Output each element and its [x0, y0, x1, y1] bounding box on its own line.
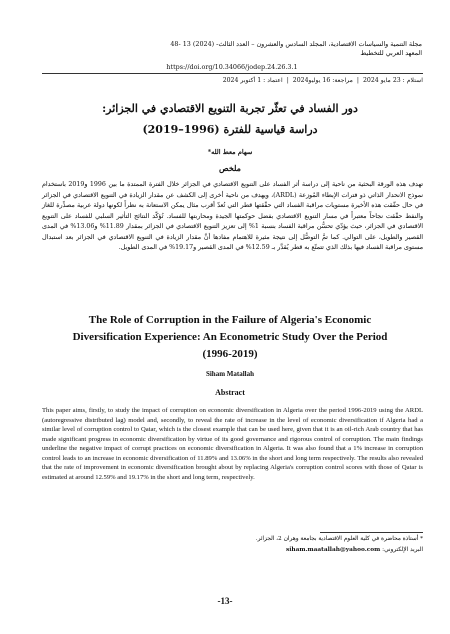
- email-label: البريد الإلكتروني:: [382, 547, 423, 553]
- author-affiliation-footnote: * أستاذة محاضرة في كلية العلوم الاقتصادية بجامعة وهران 2، الجزائر.: [255, 536, 423, 542]
- arabic-abstract: تهدف هذه الورقة البحثية من ناحية إلى دراسة أثر الفساد على التنويع الاقتصادي في الجزائر خلال الفترة الممتدة ما بين 1996 و2019 باستخدام نموذج الانحدار الذاتي ذو فترات الإبطاء المُوزعة (ARDL)، ويهدف من ناحية أخرى إلى الكشف عن مقدار الزيادة في التنويع الاقتصادي في الجزائر في حال حقّقت هذه الأخيرة مستويات مراقبة الفساد التي حقّقتها قطر التي تُعدّ أقرب مثال يمكن الاستعانة به نظراً لكونها دولة عربية مصدِّرة للغاز والنفط حقّقت نجاحاً معتبراً في مسار التنويع الاقتصادي بفضل حوكمتها الجيدة ومحاربتها للفساد. تُؤكّد النتائج التأثير السلبي للفساد على التنويع الاقتصادي في الجزائر، حيث يؤدّي تحسُّن مراقبة الفساد بنسبة 1% إلى تعزيز التنويع الاقتصادي في الجزائر بمقدار 11.89% و13.06% في المدى القصير والطويل، على التوالي. كما تمَّ التوصُّل إلى نتيجة مثيرة للاهتمام مفادها أنَّ مقدار الزيادة في التنويع الاقتصادي في الجزائر بعد استبدال مستوى مراقبة الفساد فيها بذلك الذي تتمتّع به قطر يُقدَّر بـ 12.59% في المدى القصير و19.17% في المدى الطويل.: [42, 181, 423, 251]
- arabic-author: سهام معط الله*: [207, 148, 253, 156]
- arabic-title-line-1: دور الفساد في تعثّر تجربة التنويع الاقتصادي في الجزائر:: [102, 102, 358, 115]
- email-footnote: [42, 546, 423, 555]
- submission-dates: [42, 76, 423, 85]
- footnote-divider: [320, 532, 423, 533]
- english-title: The Role of Corruption in the Failure of Algeria's Economic Diversification Experience: An Econometric Study Over the Period (1996-2019): [72, 314, 388, 360]
- accepted-date: اعتماد : 1 أكتوبر 2024: [222, 77, 283, 84]
- author-email[interactable]: siham.maatallah@yahoo.com: [285, 547, 381, 553]
- english-abstract-heading: Abstract: [215, 388, 245, 397]
- received-date: استلام : 23 مايو 2024: [363, 77, 423, 84]
- separator: |: [356, 77, 359, 84]
- revised-date: مراجعة: 16 يوليو2024: [292, 77, 353, 84]
- journal-citation-line: مجلة التنمية والسياسات الاقتصادية، المجلد السادس والعشرون – العدد الثالث- (2024) 13 -48: [170, 40, 422, 48]
- page-number: -13-: [217, 596, 233, 606]
- english-abstract: This paper aims, firstly, to study the impact of corruption on economic diversification in Algeria over the period 1996-2019 using the ARDL (autoregressive distributed lag) model and, secondly, to reveal the rate of increase in the level of economic diversification if Algeria had a similar level of corruption control to Qatar, which is the closest example that can be used here, given that it is an oil-rich Arab country that has made significant progress in economic diversification by virtue of its good governance and rigorous control of corruption. The main findings underline the negative impact of corrupt practices on economic diversification in Algeria. It was also found that a 1% increase in corruption control leads to an increase in economic diversification of 11.89% and 13.06% in the short and long term respectively. The results also revealed that the rate of improvement in economic diversification brought about by replacing Algeria's corruption control scores with those of Qatar is estimated at around 12.59% and 19.17% in the short and long term, respectively.: [42, 407, 423, 481]
- english-author: Siham Matallah: [205, 370, 255, 378]
- institute-name: المعهد العربي للتخطيط: [360, 49, 422, 57]
- header-divider: [42, 73, 423, 74]
- doi-link[interactable]: https://doi.org/10.34066/jodep.24.26.3.1: [166, 63, 298, 71]
- arabic-title-line-2: دراسة قياسية للفترة (1996–2019): [142, 123, 318, 136]
- arabic-abstract-heading: ملخص: [219, 163, 241, 173]
- separator: |: [286, 77, 289, 84]
